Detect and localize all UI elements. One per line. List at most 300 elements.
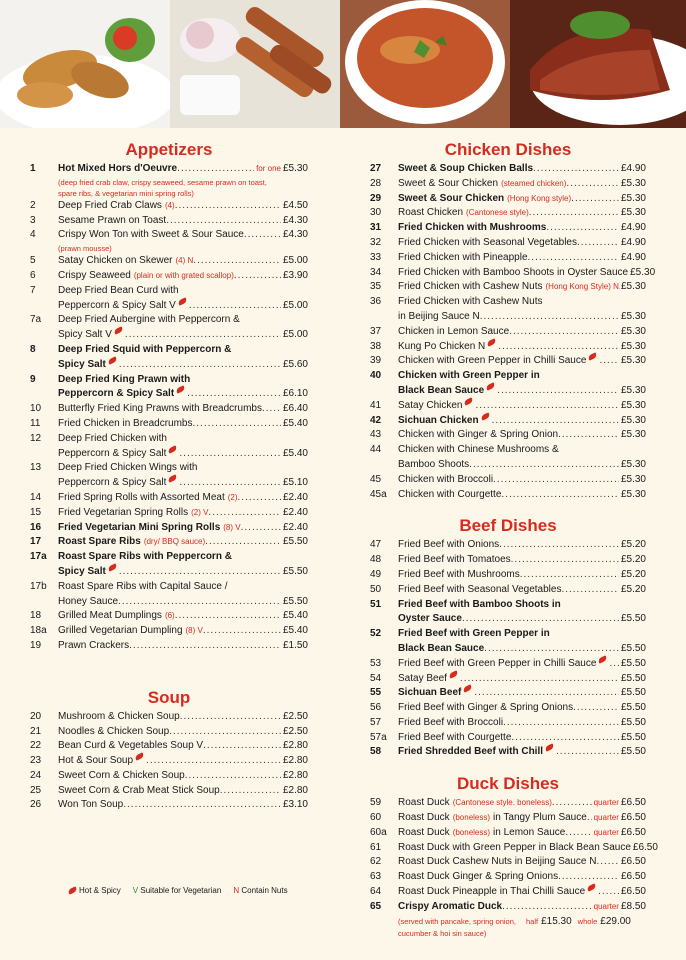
dot-leader <box>503 716 619 731</box>
item-price: £5.50 <box>620 731 646 743</box>
menu-item <box>30 343 308 358</box>
item-line <box>58 565 308 580</box>
item-number: 4 <box>30 229 36 241</box>
item-number: 50 <box>370 583 382 595</box>
item-name: Chicken in Lemon Sauce <box>398 325 510 337</box>
item-name-line2: Peppercorn & Spicy Salt <box>58 447 167 459</box>
item-line <box>58 343 308 358</box>
dot-leader <box>480 310 619 325</box>
item-line <box>398 598 646 613</box>
item-price: £5.50 <box>620 702 646 714</box>
item-line <box>58 491 308 506</box>
item-line <box>58 447 308 462</box>
dot-leader <box>205 535 281 550</box>
chili-icon <box>587 883 597 891</box>
half-price: £15.30 <box>541 915 572 927</box>
item-line <box>398 672 646 687</box>
menu-item <box>30 254 308 269</box>
item-line <box>398 538 646 553</box>
menu-item <box>30 373 308 388</box>
item-price: £2.40 <box>282 521 308 533</box>
menu-item-continued <box>30 387 308 402</box>
menu-item <box>30 432 308 447</box>
item-price: £3.10 <box>282 799 308 811</box>
menu-item <box>30 162 308 177</box>
chicken-list <box>370 162 656 502</box>
menu-item <box>370 354 646 369</box>
left-column <box>30 138 308 813</box>
item-line <box>58 784 308 799</box>
menu-item <box>30 798 308 813</box>
dot-leader <box>177 162 254 177</box>
item-name: Fried Chicken in Breadcrumbs <box>58 417 193 429</box>
item-line <box>58 506 308 521</box>
chili-icon <box>598 655 608 663</box>
menu-item <box>370 855 646 870</box>
price-qualifier: quarter <box>593 827 619 837</box>
item-price: £2.50 <box>282 725 308 737</box>
item-line <box>398 900 646 915</box>
chili-icon <box>487 338 497 346</box>
item-price: £5.40 <box>282 625 308 637</box>
menu-item <box>370 627 646 642</box>
item-line <box>398 885 646 900</box>
item-line <box>58 725 308 740</box>
menu-item <box>370 162 646 177</box>
item-name-cont: in Lemon Sauce <box>493 826 566 838</box>
item-price: £5.30 <box>620 384 646 396</box>
menu-item <box>370 221 646 236</box>
item-line <box>398 310 646 325</box>
menu-item <box>370 488 646 503</box>
dot-leader <box>123 798 281 813</box>
item-number: 7a <box>30 314 42 326</box>
item-number: 63 <box>370 871 382 883</box>
menu-item <box>370 473 646 488</box>
item-price: £5.30 <box>620 414 646 426</box>
dot-leader <box>598 885 619 900</box>
dot-leader <box>573 701 619 716</box>
item-line <box>398 399 646 414</box>
menu-item <box>30 550 308 565</box>
item-name: Roast Duck Cashew Nuts in Beijing Sauce N <box>398 856 597 868</box>
item-note-prices <box>370 915 646 928</box>
item-number: 53 <box>370 657 382 669</box>
item-name: Chicken with Courgette <box>398 488 502 500</box>
menu-item <box>30 739 308 754</box>
menu-item-continued <box>30 358 308 373</box>
item-price: £5.20 <box>620 583 646 595</box>
menu-item <box>370 553 646 568</box>
item-price: £4.90 <box>620 236 646 248</box>
item-note: (served with pancake, spring onion, <box>398 916 516 926</box>
item-name: Deep Fried Squid with Peppercorn & <box>58 343 232 355</box>
menu-item <box>370 295 646 310</box>
item-line <box>398 266 656 281</box>
item-name: Fried Chicken with Seasonal Vegetables <box>398 236 577 248</box>
item-name: Satay Beef <box>398 672 447 684</box>
menu-item <box>370 538 646 553</box>
item-name: Satay Chicken on Skewer <box>58 255 173 267</box>
item-number: 1 <box>30 163 36 174</box>
item-price: £5.30 <box>620 488 646 500</box>
item-price: £5.50 <box>620 746 646 758</box>
item-name: Roast Duck <box>398 826 450 838</box>
item-price: £5.30 <box>620 458 646 470</box>
item-note: cucumber & hoi sin sauce) <box>398 928 487 938</box>
item-number: 45 <box>370 473 382 485</box>
item-name-line2: Black Bean Sauce <box>398 642 485 654</box>
item-tag: (plain or with grated scallop) <box>133 270 234 280</box>
dot-leader <box>175 199 281 214</box>
item-price: £6.50 <box>620 871 646 883</box>
menu-item <box>370 177 646 192</box>
menu-item <box>30 461 308 476</box>
item-name: Sichuan Chicken <box>398 414 479 426</box>
menu-item <box>30 754 308 769</box>
item-name: Grilled Vegetarian Dumpling <box>58 625 183 637</box>
item-name: Fried Spring Rolls with Assorted Meat <box>58 491 225 503</box>
chili-icon <box>177 297 187 305</box>
item-number: 27 <box>370 163 382 174</box>
menu-item <box>30 609 308 624</box>
item-tag: (8) V <box>223 522 241 532</box>
menu-item <box>370 885 646 900</box>
item-number: 32 <box>370 236 382 248</box>
price-qualifier: quarter <box>593 798 619 808</box>
menu-item-continued <box>30 565 308 580</box>
item-name: Deep Fried Chicken with <box>58 432 167 444</box>
item-line <box>58 769 308 784</box>
legend <box>66 886 288 895</box>
menu-item <box>30 784 308 799</box>
item-line <box>398 731 646 746</box>
item-price: £5.30 <box>620 399 646 411</box>
item-line <box>58 521 308 536</box>
item-line <box>58 754 308 769</box>
item-tag: (boneless) <box>452 827 491 837</box>
dot-leader <box>469 458 619 473</box>
item-number-spacer <box>30 328 58 343</box>
menu-item <box>370 568 646 583</box>
item-name: Roast Spare Ribs <box>58 536 141 548</box>
item-price: £6.50 <box>620 826 646 838</box>
dot-leader <box>244 228 281 243</box>
item-number: 25 <box>30 784 42 796</box>
item-line <box>58 402 308 417</box>
item-price: £5.50 <box>620 687 646 699</box>
duck-list <box>370 796 658 938</box>
menu-item <box>30 725 308 740</box>
item-line <box>398 236 646 251</box>
whole-label: whole <box>577 916 598 926</box>
menu-item <box>370 900 646 915</box>
item-number: 57a <box>370 731 387 743</box>
item-name: Fried Chicken with Pineapple <box>398 251 528 263</box>
item-name-line2: Peppercorn & Spicy Salt V <box>58 299 176 311</box>
item-price: £2.80 <box>282 769 308 781</box>
item-price: £4.90 <box>620 163 646 174</box>
dot-leader <box>484 642 619 657</box>
item-number: 22 <box>30 740 42 752</box>
item-number: 11 <box>30 417 41 429</box>
legend-nuts: N Contain Nuts <box>233 886 288 895</box>
item-price: £5.40 <box>282 417 308 429</box>
item-line <box>398 642 646 657</box>
item-line <box>58 710 308 725</box>
item-price: £5.30 <box>620 325 646 337</box>
item-number: 35 <box>370 281 382 293</box>
item-name-cont: in Tangy Plum Sauce <box>493 812 587 824</box>
dot-leader <box>546 221 619 236</box>
item-number-spacer <box>370 310 398 325</box>
dot-leader <box>565 826 591 841</box>
chicken-wings-photo <box>0 0 170 128</box>
half-label: half <box>525 916 539 926</box>
menu-item <box>30 417 308 432</box>
item-price: £5.30 <box>620 310 646 322</box>
item-line <box>58 550 308 565</box>
item-price: £5.30 <box>620 473 646 485</box>
photo-banner <box>0 0 686 128</box>
item-line <box>58 387 308 402</box>
item-line <box>398 796 646 811</box>
dot-leader <box>193 417 281 432</box>
dot-leader <box>533 162 619 177</box>
item-line <box>398 414 646 429</box>
item-name: Deep Fried Crab Claws <box>58 199 162 211</box>
item-number-spacer <box>30 595 58 610</box>
menu-item-continued <box>30 328 308 343</box>
dot-leader <box>166 214 281 229</box>
dot-leader <box>511 553 619 568</box>
item-number: 51 <box>370 598 382 610</box>
item-name: Sweet Corn & Crab Meat Stick Soup <box>58 784 220 796</box>
item-price: £5.30 <box>620 355 646 367</box>
item-number: 41 <box>370 399 382 411</box>
dot-leader <box>179 447 281 462</box>
item-line <box>58 639 308 654</box>
item-price: £5.20 <box>620 554 646 566</box>
dot-leader <box>462 612 619 627</box>
item-name: Kung Po Chicken N <box>398 340 486 352</box>
item-tag: (dry/ BBQ sauce) <box>143 537 206 547</box>
item-name: Fried Beef with Green Pepper in Chilli Sauce <box>398 657 597 669</box>
price-qualifier: for one <box>256 164 281 173</box>
menu-item <box>30 313 308 328</box>
item-number: 54 <box>370 672 382 684</box>
item-price: £6.10 <box>282 388 308 400</box>
item-number: 57 <box>370 716 382 728</box>
menu-item-continued <box>30 447 308 462</box>
item-price: £2.40 <box>282 506 308 518</box>
item-number-spacer <box>370 642 398 657</box>
item-name: Fried Beef with Courgette <box>398 731 512 743</box>
item-line <box>398 354 646 369</box>
item-number: 17a <box>30 551 47 563</box>
item-line <box>58 609 308 624</box>
menu-item <box>370 686 646 701</box>
item-price: £6.50 <box>620 812 646 824</box>
item-number: 61 <box>370 841 382 853</box>
item-price: £2.50 <box>282 710 308 722</box>
menu-item-continued <box>370 310 646 325</box>
item-line <box>398 280 646 295</box>
menu-item <box>30 199 308 214</box>
item-line <box>398 206 646 221</box>
dot-leader <box>460 672 619 687</box>
item-name: Fried Chicken with Mushrooms <box>398 222 547 234</box>
item-number: 14 <box>30 491 42 503</box>
item-number: 19 <box>30 639 42 651</box>
dot-leader <box>125 328 281 343</box>
item-name: Fried Beef with Onions <box>398 539 500 551</box>
item-name: Bean Curd & Vegetables Soup V <box>58 740 204 752</box>
item-name: Roast Spare Ribs with Peppercorn & <box>58 551 232 563</box>
item-name: Roast Duck Pineapple in Thai Chilli Sauce <box>398 886 586 898</box>
menu-item <box>30 639 308 654</box>
item-price: £5.50 <box>620 613 646 625</box>
item-name: Roast Duck with Green Pepper in Black Bean Sauce <box>398 841 631 853</box>
item-number-spacer <box>30 447 58 462</box>
menu-item <box>370 826 646 841</box>
item-price: £6.50 <box>632 841 658 853</box>
dot-leader <box>558 870 619 885</box>
menu-item <box>370 280 646 295</box>
item-line <box>58 299 308 314</box>
item-name-line2: Bamboo Shoots <box>398 458 470 470</box>
item-number-spacer <box>30 358 58 373</box>
menu-item <box>370 731 646 746</box>
item-line <box>58 624 308 639</box>
item-line <box>58 162 308 177</box>
item-name: Chicken with Green Pepper in Chilli Sauce <box>398 355 587 367</box>
item-number: 47 <box>370 539 382 551</box>
item-line <box>58 199 308 214</box>
item-name: Deep Fried King Prawn with <box>58 373 191 385</box>
item-name: Fried Beef with Seasonal Vegetables <box>398 583 562 595</box>
item-line <box>58 358 308 373</box>
item-name: Hot Mixed Hors d'Oeuvre <box>58 163 178 174</box>
item-name: Fried Beef with Tomatoes <box>398 554 511 566</box>
menu-item <box>30 269 308 284</box>
item-number: 52 <box>370 628 382 640</box>
item-price: £6.50 <box>620 856 646 868</box>
item-number: 60 <box>370 812 382 824</box>
item-name: Sweet & Sour Chicken <box>398 192 505 204</box>
item-tag: (4) N <box>175 256 194 266</box>
item-name: Chicken with Chinese Mushrooms & <box>398 444 559 456</box>
item-number: 8 <box>30 343 36 355</box>
item-number: 21 <box>30 725 42 737</box>
item-tag: (6) <box>164 611 175 621</box>
item-number: 59 <box>370 797 382 809</box>
item-price: £5.30 <box>282 163 308 174</box>
menu-item-continued <box>30 299 308 314</box>
item-number: 60a <box>370 826 387 838</box>
menu-item <box>30 535 308 550</box>
item-number: 49 <box>370 568 382 580</box>
menu-item <box>370 206 646 221</box>
item-number: 23 <box>30 755 42 767</box>
item-line <box>58 313 308 328</box>
dot-leader <box>262 402 281 417</box>
item-name: Mushroom & Chicken Soup <box>58 710 180 722</box>
menu-item <box>370 583 646 598</box>
item-name: Deep Fried Aubergine with Peppercorn & <box>58 314 240 326</box>
item-name: Sweet & Soup Chicken Balls <box>398 163 534 174</box>
item-tag: (boneless) <box>452 813 491 823</box>
menu-item <box>370 672 646 687</box>
item-name: Fried Chicken with Cashew Nuts <box>398 281 543 293</box>
dot-leader <box>241 521 281 536</box>
item-price: £5.20 <box>620 539 646 551</box>
item-line <box>398 583 646 598</box>
dot-leader <box>566 177 619 192</box>
item-name: Won Ton Soup <box>58 799 124 811</box>
chili-icon <box>588 353 598 361</box>
item-name: Fried Beef with Bamboo Shoots in <box>398 598 561 610</box>
item-line <box>398 162 646 177</box>
item-price: £3.90 <box>282 269 308 281</box>
item-line <box>398 177 646 192</box>
menu-item <box>370 399 646 414</box>
item-name: Chicken with Ginger & Spring Onion <box>398 429 559 441</box>
item-number: 7 <box>30 284 36 296</box>
item-number: 17b <box>30 580 47 592</box>
dot-leader <box>558 428 619 443</box>
item-note: (prawn mousse) <box>58 244 112 254</box>
soup-title: Soup <box>147 687 191 707</box>
menu-item <box>370 657 646 672</box>
item-number: 29 <box>370 192 382 204</box>
item-name: Deep Fried Bean Curd with <box>58 284 179 296</box>
item-number: 18a <box>30 625 47 637</box>
item-number: 58 <box>370 746 382 758</box>
dot-leader <box>498 340 619 355</box>
dot-leader <box>203 624 281 639</box>
menu-item <box>370 340 646 355</box>
chili-icon <box>168 474 178 482</box>
item-price: £2.80 <box>282 784 308 796</box>
item-line <box>398 473 646 488</box>
dot-leader <box>571 192 619 207</box>
item-tag: (Hong Kong style) <box>507 193 572 203</box>
item-line <box>398 686 646 701</box>
item-price: £4.90 <box>620 251 646 263</box>
dot-leader <box>499 538 619 553</box>
item-name: Roast Duck <box>398 812 450 824</box>
item-tag: (2) V <box>191 507 209 517</box>
item-price: £5.20 <box>620 568 646 580</box>
price-qualifier: quarter <box>593 813 619 823</box>
dot-leader <box>497 384 619 399</box>
item-name-line2: Black Bean Sauce <box>398 384 485 396</box>
menu-item <box>370 236 646 251</box>
item-name: Roast Spare Ribs with Capital Sauce / <box>58 580 228 592</box>
item-price: £5.30 <box>620 177 646 189</box>
item-line <box>398 627 646 642</box>
item-number: 55 <box>370 687 382 699</box>
appetizers-list <box>30 162 308 654</box>
item-line <box>58 595 308 610</box>
item-price: £5.50 <box>282 536 308 548</box>
dot-leader <box>529 206 619 221</box>
appetizers-title: Appetizers <box>125 140 213 159</box>
menu-item <box>30 521 308 536</box>
item-price: £6.50 <box>620 797 646 809</box>
item-name: Prawn Crackers <box>58 639 130 651</box>
